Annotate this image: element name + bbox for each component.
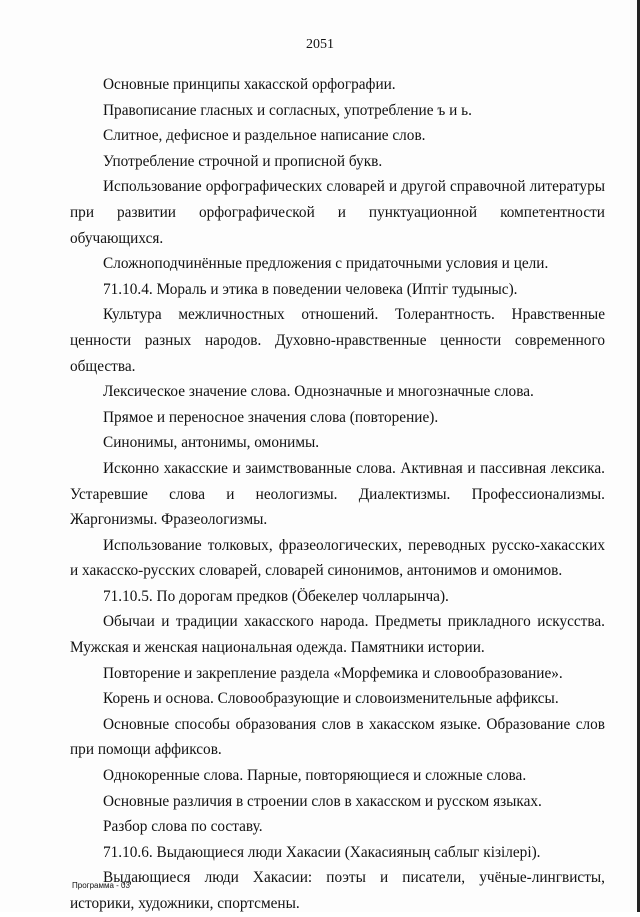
paragraph: Корень и основа. Словообразующие и словоизменительные аффиксы. <box>103 690 559 708</box>
paragraph: Культура межличностных отношений. Толерантность. Нравственные ценности разных народов. Духовно-нравственные ценности современного общества. <box>70 306 605 375</box>
paragraph: Основные способы образования слов в хакасском языке. Образование слов при помощи аффиксов. <box>70 715 605 759</box>
paragraph: Повторение и закрепление раздела «Морфемика и словообразование». <box>103 664 563 682</box>
paragraph: Лексическое значение слова. Однозначные и многозначные слова. <box>103 383 534 401</box>
section-heading: 71.10.5. По дорогам предков (Öбекелер чолларынча). <box>103 587 449 605</box>
paragraph: Выдающиеся люди Хакасии: поэты и писатели, учёные-лингвисты, историки, художники, спортсмены. <box>70 869 605 912</box>
paragraph: Прямое и переносное значения слова (повторение). <box>103 408 439 426</box>
paragraph: Основные различия в строении слов в хакасском и русском языках. <box>103 792 542 810</box>
section-heading: 71.10.6. Выдающиеся люди Хакасии (Хакасияның саблыг кiзiлерi). <box>103 843 541 861</box>
paragraph: Обычаи и традиции хакасского народа. Предметы прикладного искусства. Мужская и женская национальная одежда. Памятники истории. <box>70 613 605 657</box>
footer-label: Программа - 03 <box>72 881 130 890</box>
paragraph: Синонимы, антонимы, омонимы. <box>103 434 320 452</box>
paragraph: Использование толковых, фразеологических, переводных русско-хакасских и хакасско-русских словарей, словарей синонимов, антонимов и омонимов. <box>70 536 605 580</box>
paragraph: Использование орфографических словарей и другой справочной литературы при развитии орфографической и пунктуационной компетентности обучающихся. <box>70 178 605 247</box>
paragraph: Правописание гласных и согласных, употребление ъ и ь. <box>103 101 472 119</box>
paragraph: Основные принципы хакасской орфографии. <box>103 76 396 93</box>
section-heading: 71.10.4. Мораль и этика в поведении человека (Иптiг тудыныс). <box>103 280 518 298</box>
page-number: 2051 <box>306 37 334 52</box>
paragraph: Разбор слова по составу. <box>103 818 263 836</box>
paragraph: Исконно хакасские и заимствованные слова. Активная и пассивная лексика. Устаревшие слова и неологизмы. Диалектизмы. Профессионализмы. Жаргонизмы. Фразеологизмы. <box>70 459 605 529</box>
paragraph: Сложноподчинённые предложения с придаточными условия и цели. <box>103 255 549 273</box>
page-body <box>70 72 605 917</box>
paragraph: Употребление строчной и прописной букв. <box>103 152 383 170</box>
paragraph: Слитное, дефисное и раздельное написание слов. <box>103 127 426 145</box>
paragraph: Однокоренные слова. Парные, повторяющиеся и сложные слова. <box>103 767 527 785</box>
